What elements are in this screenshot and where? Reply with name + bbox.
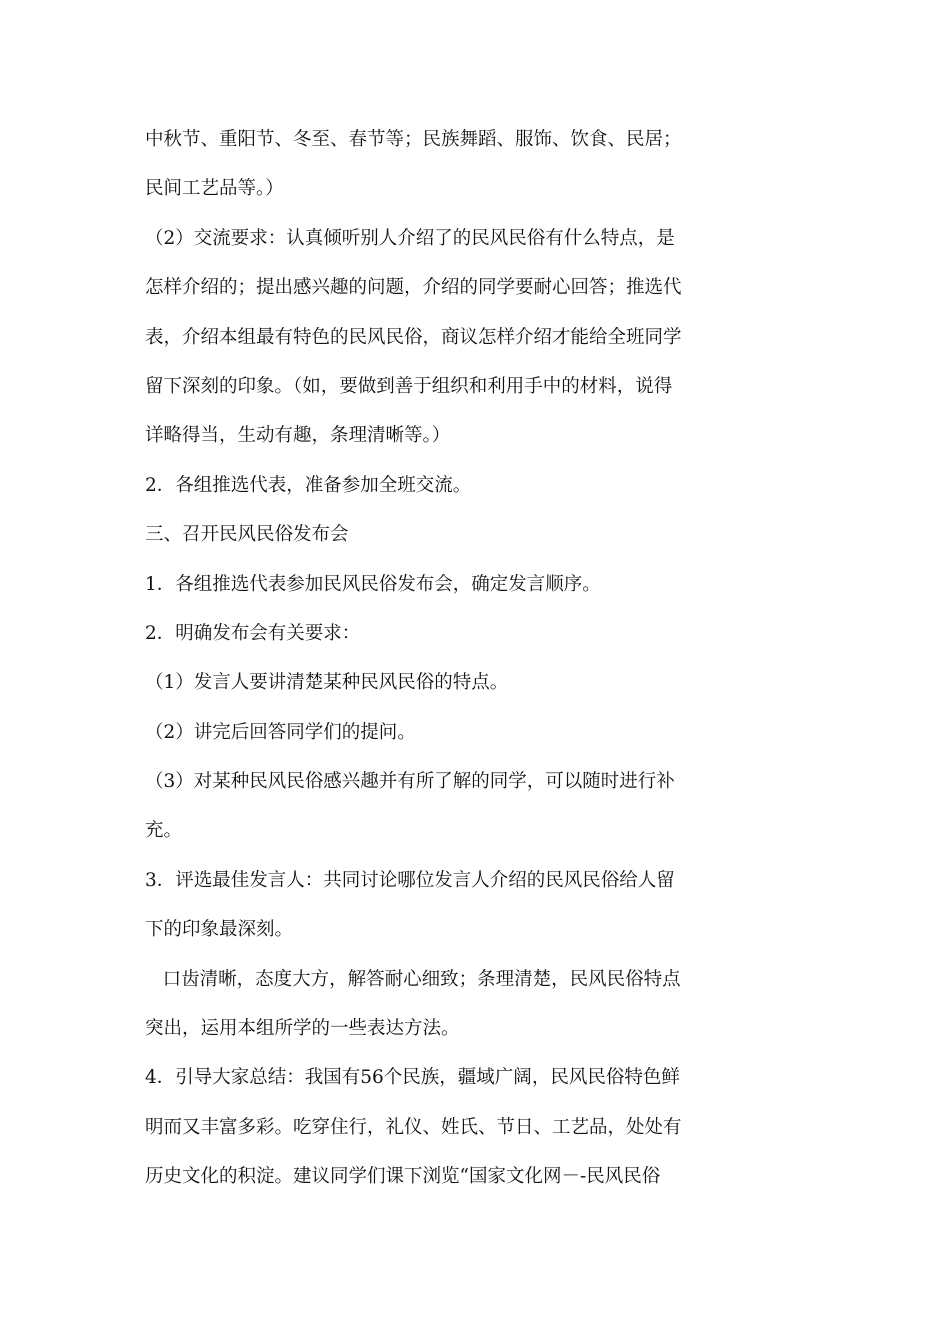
text-line: 充。 bbox=[145, 820, 183, 842]
text-line: 民间工艺品等。） bbox=[145, 178, 284, 200]
text-line: 2．各组推选代表，准备参加全班交流。 bbox=[145, 474, 472, 496]
text-line: 怎样介绍的；提出感兴趣的问题，介绍的同学要耐心回答；推选代 bbox=[145, 277, 682, 299]
text-line: 口齿清晰，态度大方，解答耐心细致；条理清楚，民风民俗特点 bbox=[145, 968, 681, 990]
text-line: 详略得当，生动有趣，条理清晰等。） bbox=[145, 425, 451, 447]
text-line: （2）交流要求：认真倾听别人介绍了的民风民俗有什么特点，是 bbox=[145, 227, 675, 249]
text-line: 突出，运用本组所学的一些表达方法。 bbox=[145, 1018, 460, 1040]
text-line: 4．引导大家总结：我国有56个民族，疆域广阔，民风民俗特色鲜 bbox=[145, 1067, 680, 1089]
text-line: 下的印象最深刻。 bbox=[145, 919, 294, 941]
text-line: （3）对某种民风民俗感兴趣并有所了解的同学，可以随时进行补 bbox=[145, 771, 675, 793]
document-body bbox=[145, 115, 710, 1202]
text-line: 历史文化的积淀。建议同学们课下浏览“国家文化网－-民风民俗 bbox=[145, 1166, 661, 1188]
text-line: 留下深刻的印象。（如，要做到善于组织和利用手中的材料，说得 bbox=[145, 375, 673, 397]
section-heading: 三、召开民风民俗发布会 bbox=[145, 524, 349, 546]
text-line: 2．明确发布会有关要求： bbox=[145, 622, 361, 644]
text-line: 明而又丰富多彩。吃穿住行，礼仪、姓氏、节日、工艺品，处处有 bbox=[145, 1116, 682, 1138]
text-line: （1）发言人要讲清楚某种民风民俗的特点。 bbox=[145, 672, 509, 694]
text-line: 1．各组推选代表参加民风民俗发布会，确定发言顺序。 bbox=[145, 573, 601, 595]
text-line: （2）讲完后回答同学们的提问。 bbox=[145, 721, 416, 743]
text-line: 中秋节、重阳节、冬至、春节等；民族舞蹈、服饰、饮食、民居； bbox=[145, 129, 682, 150]
text-line: 3．评选最佳发言人：共同讨论哪位发言人介绍的民风民俗给人留 bbox=[145, 869, 675, 891]
text-line: 表，介绍本组最有特色的民风民俗，商议怎样介绍才能给全班同学 bbox=[145, 326, 682, 348]
